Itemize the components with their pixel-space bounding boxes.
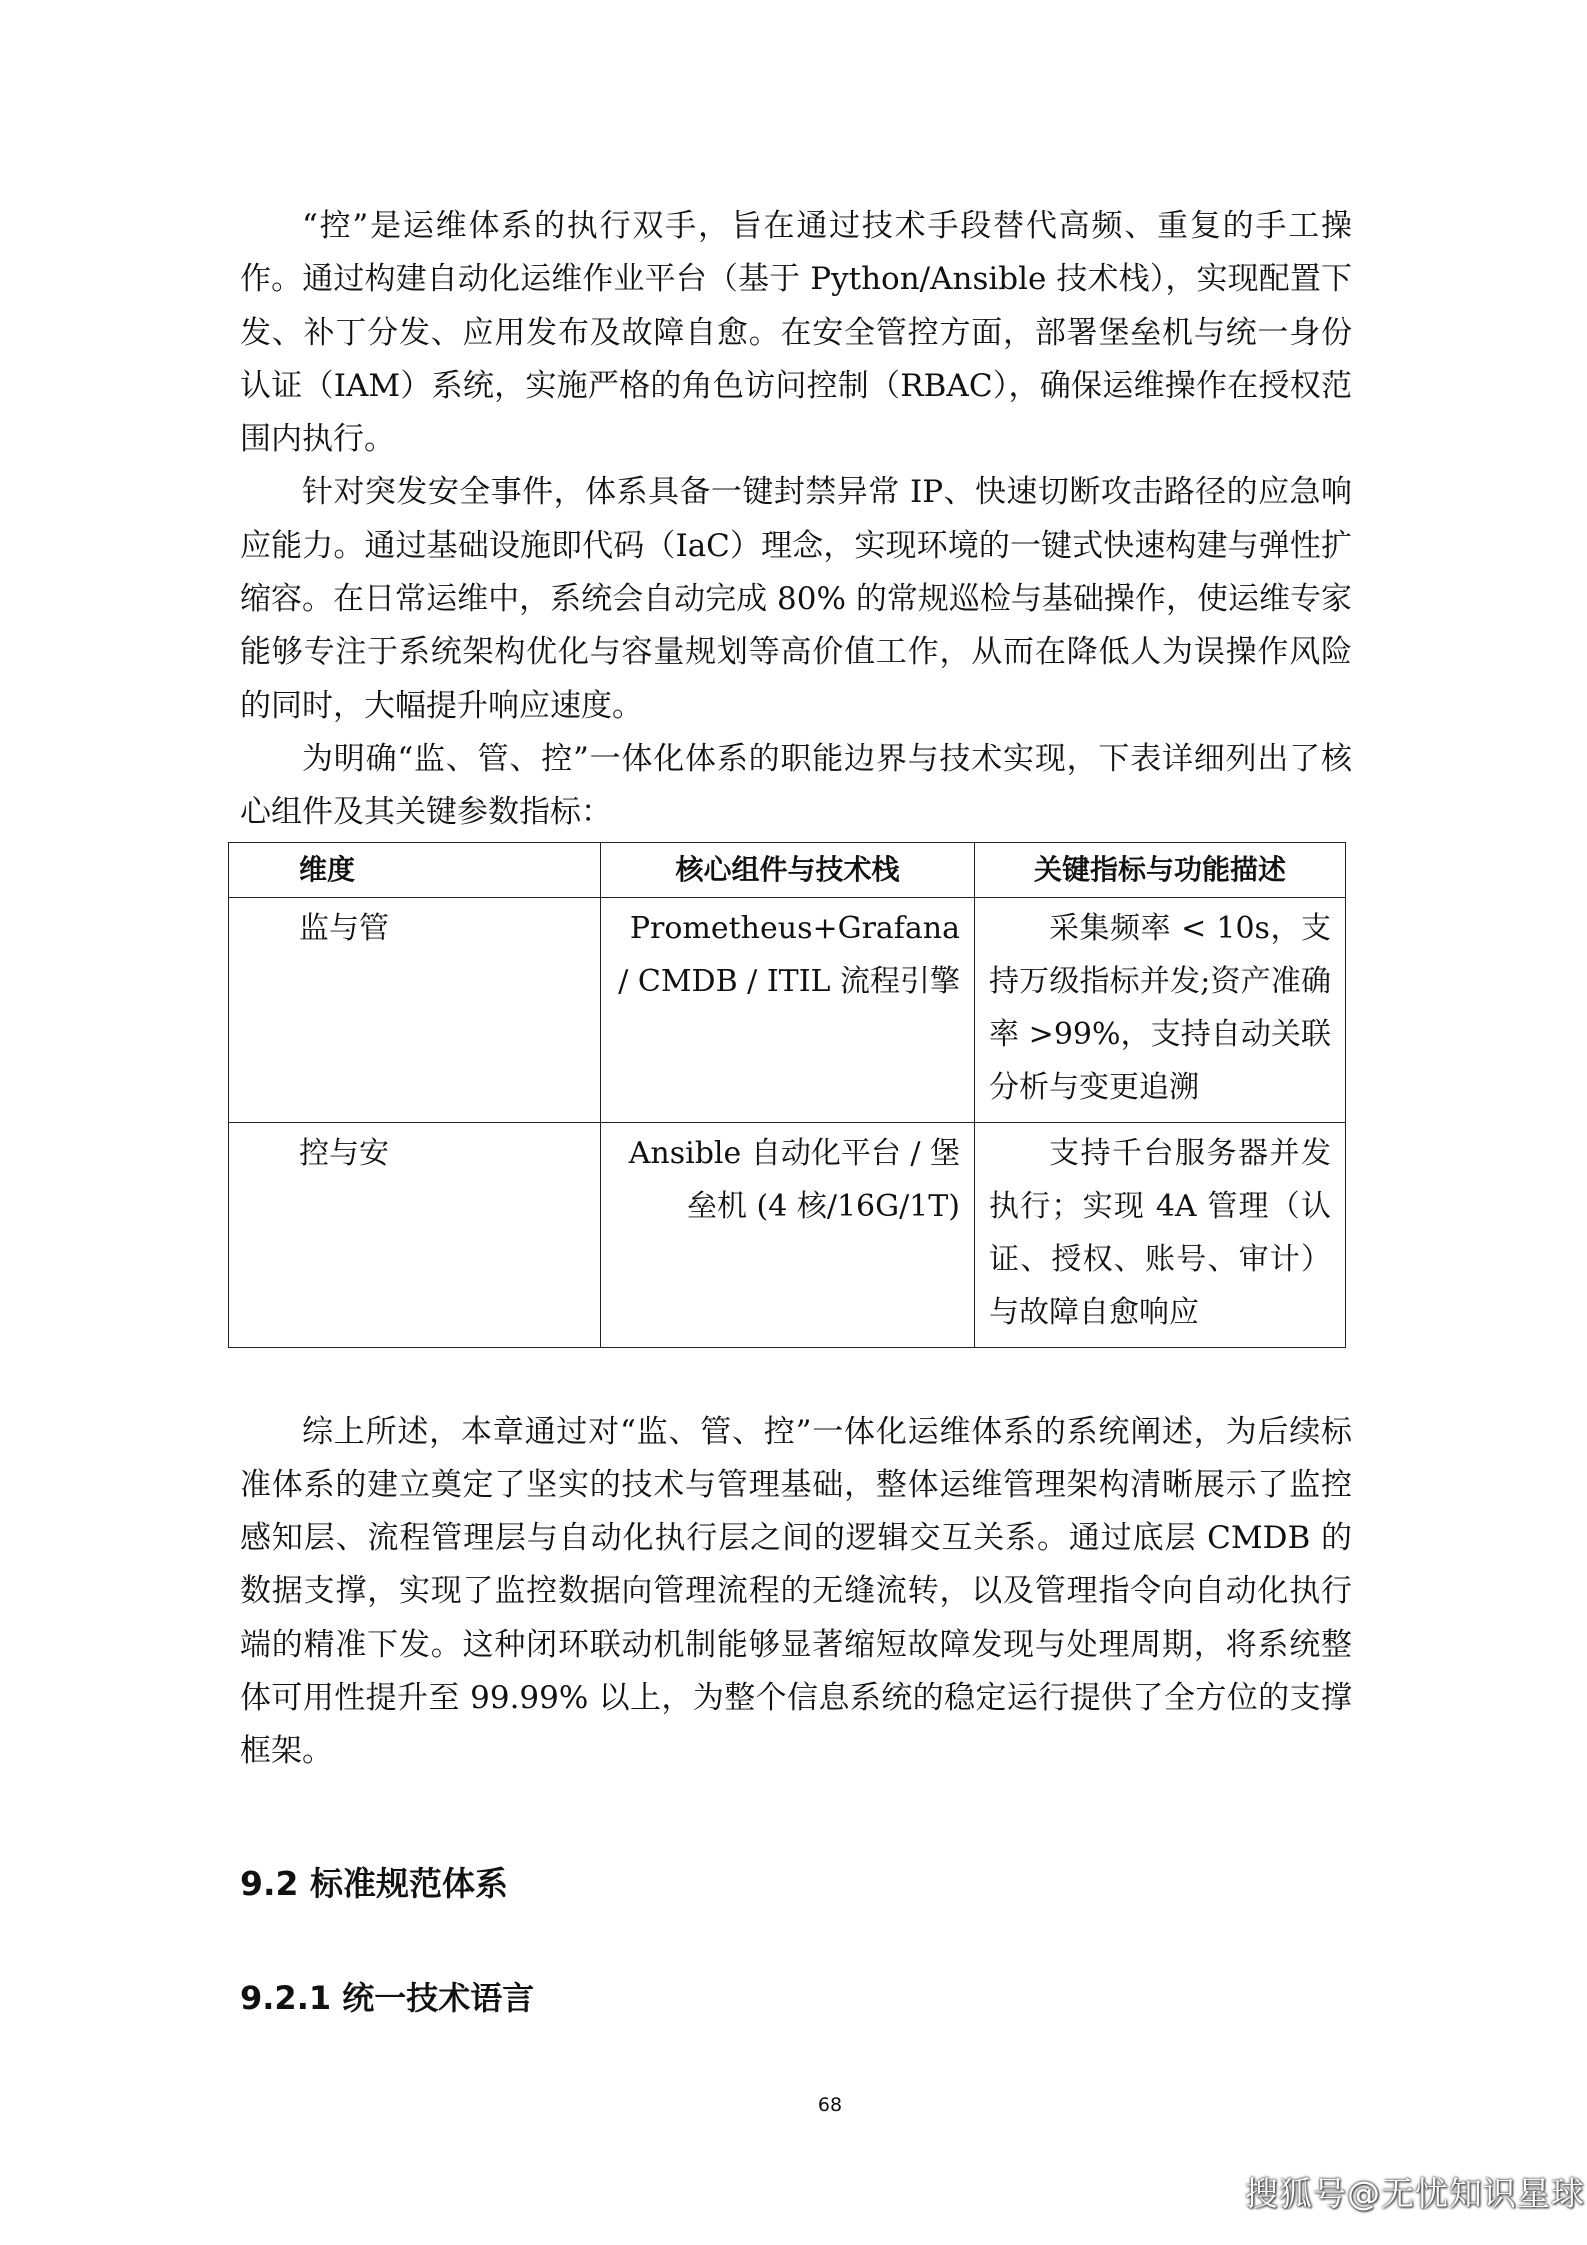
paragraph-summary: 综上所述，本章通过对“监、管、控”一体化运维体系的系统阐述，为后续标准体系的建立奠定了坚实的技术与管理基础，整体运维管理架构清晰展示了监控感知层、流程管理层与自动化执行层之间的逻辑交互关系。通过底层 CMDB 的数据支撑，实现了监控数据向管理流程的无缝流转，以及管理指令向自动化执行端的精准下发。这种闭环联动机制能够显著缩短故障发现与处理周期，将系统整体可用性提升至 99.99% 以上，为整个信息系统的稳定运行提供了全方位的支撑框架。 [240, 1413, 1352, 1770]
table-header-components: 核心组件与技术栈 [601, 842, 975, 897]
document-body [240, 200, 1352, 2023]
component-table [228, 842, 1346, 1348]
paragraph-control: “控”是运维体系的执行双手，旨在通过技术手段替代高频、重复的手工操作。通过构建自动化运维作业平台（基于 Python/Ansible 技术栈），实现配置下发、补丁分发、应用发布及故障自愈。在安全管控方面，部署堡垒机与统一身份认证（IAM）系统，实施严格的角色访问控制（RBAC），确保运维操作在授权范围内执行。 [240, 208, 1352, 458]
table-cell-components: Prometheus+Grafana / CMDB / ITIL 流程引擎 [601, 897, 975, 1122]
table-cell-dimension: 控与安 [229, 1122, 601, 1347]
subsection-heading: 9.2.1 统一技术语言 [240, 1978, 535, 2017]
table-row [229, 897, 1346, 1122]
table-header-row [229, 842, 1346, 897]
table-cell-metrics: 支持千台服务器并发执行；实现 4A 管理（认证、授权、账号、审计）与故障自愈响应 [975, 1122, 1346, 1347]
table-cell-metrics: 采集频率 < 10s，支持万级指标并发;资产准确率 >99%，支持自动关联分析与变更追溯 [975, 897, 1346, 1122]
table-cell-dimension: 监与管 [229, 897, 601, 1122]
table-header-dimension: 维度 [229, 842, 601, 897]
section-heading: 9.2 标准规范体系 [240, 1863, 508, 1903]
page-number: 68 [817, 2094, 843, 2116]
table-cell-components: Ansible 自动化平台 / 堡垒机 (4 核/16G/1T) [601, 1122, 975, 1347]
paragraph-table-intro: 为明确“监、管、控”一体化体系的职能边界与技术实现，下表详细列出了核心组件及其关键参数指标： [240, 740, 1352, 831]
table-header-metrics: 关键指标与功能描述 [975, 842, 1346, 897]
paragraph-emergency-response: 针对突发安全事件，体系具备一键封禁异常 IP、快速切断攻击路径的应急响应能力。通过基础设施即代码（IaC）理念，实现环境的一键式快速构建与弹性扩缩容。在日常运维中，系统会自动完成 80% 的常规巡检与基础操作，使运维专家能够专注于系统架构优化与容量规划等高价值工作，从而在降低人为误操作风险的同时，大幅提升响应速度。 [240, 474, 1352, 724]
watermark: 搜狐号@无忧知识星球 [1245, 2174, 1585, 2213]
table-row [229, 1122, 1346, 1347]
